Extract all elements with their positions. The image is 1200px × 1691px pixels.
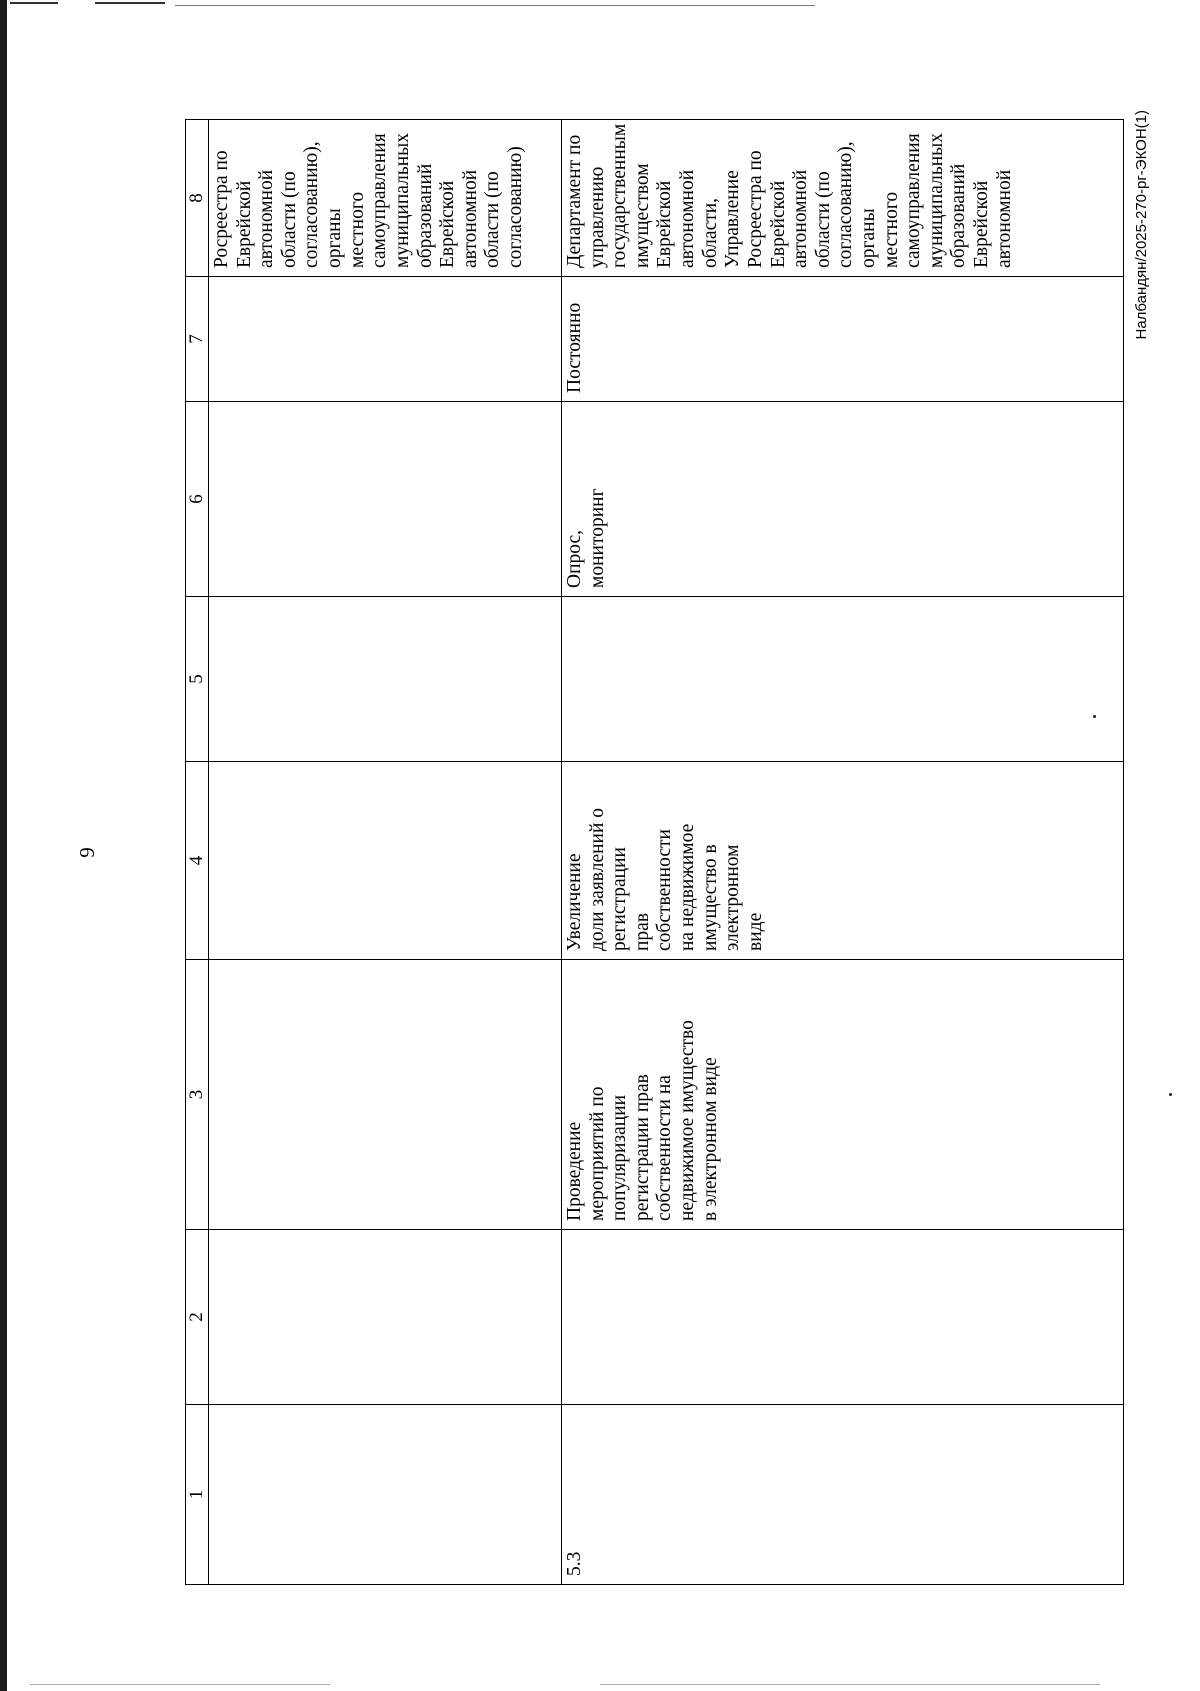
executor-cell: Департамент по управлению государственным имуществом Еврейской автономной области, Управление Росреестра по Еврейской автономной области (по согласованию), органы местного самоуправления муниципальных образований Еврейской автономной (562, 120, 1124, 277)
scan-speck (1169, 1093, 1172, 1096)
column-header: 1 (186, 1405, 209, 1585)
table-row (209, 120, 562, 1585)
scan-edge (0, 0, 7, 1691)
scan-artifact (600, 1684, 1100, 1685)
scan-artifact (10, 2, 58, 4)
document-code: Налбандян/2025-270-рг-ЭКОН(1) (1133, 110, 1150, 340)
scan-artifact (30, 1684, 330, 1685)
table-cell (209, 1405, 562, 1585)
column-header: 7 (186, 277, 209, 402)
method-cell: Опрос, мониторинг (562, 402, 1124, 597)
table-header-row (186, 120, 209, 1585)
scan-artifact (175, 5, 815, 6)
column-header: 8 (186, 120, 209, 277)
column-header: 3 (186, 960, 209, 1230)
column-header: 4 (186, 762, 209, 960)
item-number-cell: 5.3 (562, 1405, 1124, 1585)
table-cell (209, 597, 562, 762)
rotated-page (75, 110, 1150, 1585)
scan-speck (1093, 715, 1096, 718)
table-row (562, 120, 1124, 1585)
result-cell: Увеличение доли заявлений о регистрации прав собственности на недвижимое имущество в электронном виде (562, 762, 1124, 960)
measure-cell: Проведение мероприятий по популяризации регистрации прав собственности на недвижимое имущество в электронном виде (562, 960, 1124, 1230)
table-cell (209, 277, 562, 402)
scan-artifact (95, 2, 165, 4)
page-number: 9 (75, 847, 99, 858)
document-table (185, 119, 1124, 1585)
table-cell (209, 402, 562, 597)
column-header: 5 (186, 597, 209, 762)
table-cell (562, 1230, 1124, 1405)
table-cell (209, 960, 562, 1230)
executor-cell: Росреестра по Еврейской автономной области (по согласованию), органы местного самоуправления муниципальных образований Еврейской автономной области (по согласованию) (209, 120, 562, 277)
table-cell (209, 762, 562, 960)
table-cell (562, 597, 1124, 762)
column-header: 2 (186, 1230, 209, 1405)
deadline-cell: Постоянно (562, 277, 1124, 402)
table-cell (209, 1230, 562, 1405)
column-header: 6 (186, 402, 209, 597)
